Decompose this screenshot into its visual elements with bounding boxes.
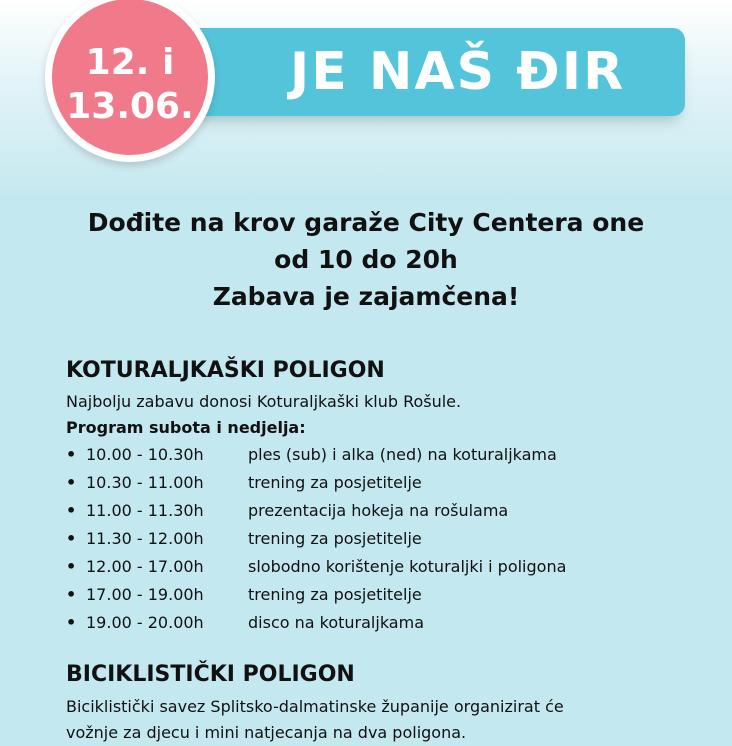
date-line-days: 12. i [85, 42, 175, 83]
schedule-activity: trening za posjetitelje [248, 529, 422, 548]
skating-section [66, 356, 706, 637]
schedule-item [66, 441, 706, 469]
schedule-activity: trening za posjetitelje [248, 585, 422, 604]
schedule-time: 11.30 - 12.00h [86, 529, 204, 548]
schedule-time: 10.30 - 11.00h [86, 473, 204, 492]
schedule-item [66, 609, 706, 637]
skating-title: KOTURALJKAŠKI POLIGON [66, 358, 385, 383]
schedule-activity: prezentacija hokeja na rošulama [248, 501, 509, 520]
schedule-time: 11.00 - 11.30h [86, 501, 204, 520]
intro-text [0, 204, 732, 315]
event-title: JE NAŠ ĐIR [289, 42, 626, 102]
program-label: Program subota i nedjelja: [66, 418, 306, 437]
bullet-icon: • [66, 585, 77, 604]
schedule-activity: ples (sub) i alka (ned) na koturaljkama [248, 445, 557, 464]
schedule-time: 12.00 - 17.00h [86, 557, 204, 576]
bullet-icon: • [66, 557, 77, 576]
bullet-icon: • [66, 501, 77, 520]
intro-line-fun: Zabava je zajamčena! [212, 282, 520, 311]
intro-line-location: Dođite na krov garaže City Centera one [87, 208, 645, 237]
schedule-item [66, 525, 706, 553]
bullet-icon: • [66, 529, 77, 548]
intro-line-hours: od 10 do 20h [274, 245, 458, 274]
schedule-item [66, 553, 706, 581]
schedule-list [66, 441, 706, 637]
cycling-section [66, 660, 706, 746]
schedule-item [66, 497, 706, 525]
schedule-activity: disco na koturaljkama [248, 613, 424, 632]
bullet-icon: • [66, 613, 77, 632]
schedule-item [66, 581, 706, 609]
skating-description: Najbolju zabavu donosi Koturaljkaški klub Rošule. [66, 392, 462, 411]
cycling-title: BICIKLISTIČKI POLIGON [66, 662, 355, 687]
schedule-time: 17.00 - 19.00h [86, 585, 204, 604]
date-badge [45, 0, 215, 162]
schedule-time: 19.00 - 20.00h [86, 613, 204, 632]
schedule-activity: trening za posjetitelje [248, 473, 422, 492]
bullet-icon: • [66, 473, 77, 492]
cycling-line-2: vožnje za djecu i mini natjecanja na dva poligona. [66, 723, 467, 742]
schedule-activity: slobodno korištenje koturaljki i poligona [248, 557, 567, 576]
cycling-line-1: Biciklistički savez Splitsko-dalmatinske županije organizirat će [66, 697, 564, 716]
title-banner [190, 28, 685, 116]
schedule-time: 10.00 - 10.30h [86, 445, 204, 464]
bullet-icon: • [66, 445, 77, 464]
schedule-item [66, 469, 706, 497]
date-line-month: 13.06. [66, 86, 194, 127]
